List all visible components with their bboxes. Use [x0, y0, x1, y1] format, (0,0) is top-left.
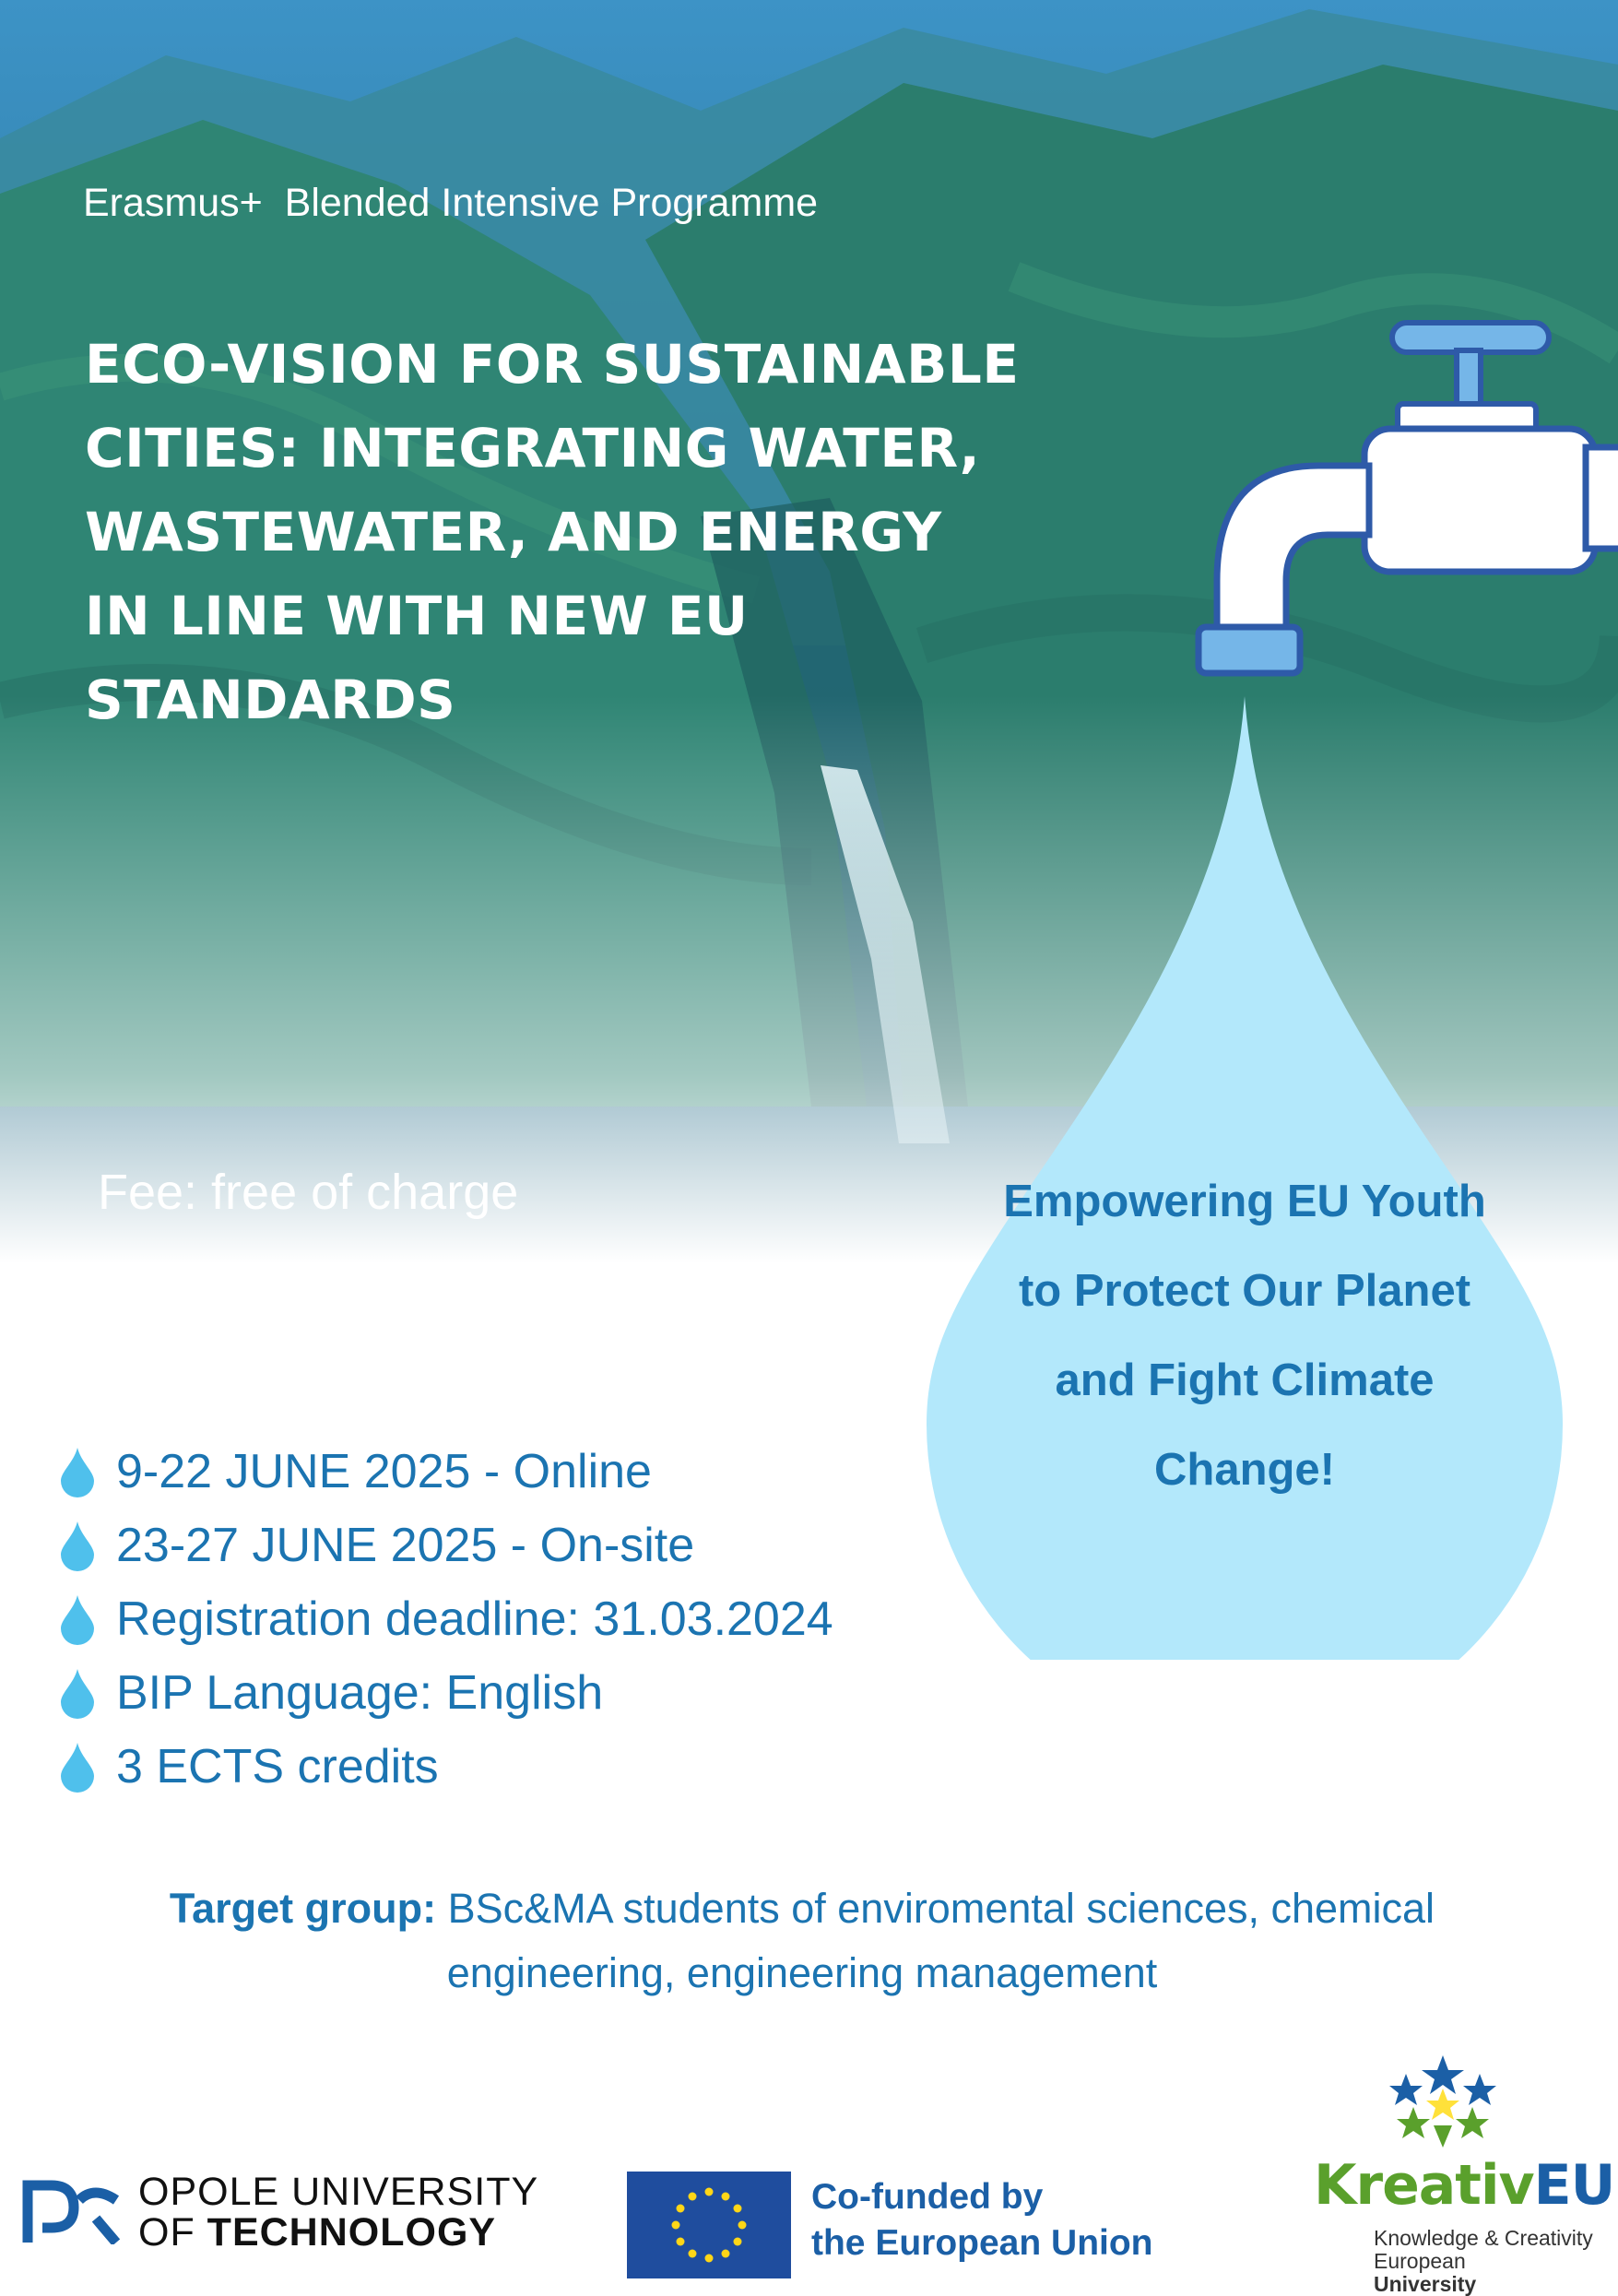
- opole-name-line2-prefix: OF: [138, 2210, 207, 2255]
- kreativeu-tagline: [1374, 2227, 1593, 2296]
- eu-line2: the European Union: [811, 2223, 1153, 2263]
- bullet-drop-icon: [57, 1446, 98, 1497]
- eu-cofunded-text: [811, 2174, 1153, 2266]
- faucet-icon: [1189, 314, 1618, 692]
- opole-university-name: [138, 2172, 538, 2253]
- detail-text: BIP Language: English: [116, 1666, 604, 1720]
- detail-item: [57, 1730, 833, 1804]
- detail-text: 9-22 JUNE 2025 - Online: [116, 1445, 652, 1498]
- bullet-drop-icon: [57, 1667, 98, 1719]
- detail-item: [57, 1435, 833, 1509]
- drop-message-line: Change!: [1154, 1445, 1335, 1495]
- bullet-drop-icon: [57, 1520, 98, 1571]
- programme-label: Erasmus+ Blended Intensive Programme: [83, 181, 819, 225]
- detail-item: [57, 1509, 833, 1582]
- fee-info: Fee: free of charge: [98, 1165, 519, 1220]
- opole-logo-icon: [20, 2178, 124, 2244]
- programme-title: [85, 323, 1117, 742]
- detail-item: [57, 1582, 833, 1656]
- target-group-text: BSc&MA students of enviromental sciences, chemical engineering, engineering management: [436, 1885, 1435, 1996]
- kreativeu-tag-line1: Knowledge & Creativity: [1374, 2226, 1593, 2250]
- bullet-drop-icon: [57, 1593, 98, 1645]
- target-group: [83, 1876, 1521, 2006]
- detail-text: 23-27 JUNE 2025 - On-site: [116, 1519, 695, 1572]
- drop-message: [954, 1157, 1535, 1515]
- detail-text: 3 ECTS credits: [116, 1740, 439, 1793]
- kreativeu-tag-line2-strong: University: [1374, 2272, 1477, 2296]
- title-line: STANDARDS: [85, 669, 456, 731]
- detail-item: [57, 1656, 833, 1730]
- opole-name-line1: OPOLE UNIVERSITY: [138, 2170, 539, 2214]
- eu-flag-icon: [627, 2172, 791, 2278]
- kreativeu-tag-line2: [1374, 2250, 1593, 2296]
- kreativeu-tag-line2-prefix: European: [1374, 2249, 1466, 2273]
- title-line: IN LINE WITH NEW EU: [85, 585, 749, 647]
- drop-message-line: to Protect Our Planet: [1018, 1266, 1471, 1316]
- kreativeu-name: [1314, 2153, 1614, 2218]
- opole-name-line2-strong: TECHNOLOGY: [207, 2210, 497, 2255]
- kreativeu-name-blue: EU: [1533, 2153, 1615, 2218]
- title-line: CITIES: INTEGRATING WATER,: [85, 417, 981, 479]
- drop-message-line: Empowering EU Youth: [1003, 1177, 1486, 1226]
- details-list: [57, 1435, 833, 1804]
- drop-message-line: and Fight Climate: [1055, 1355, 1435, 1405]
- kreativeu-name-green: Kreativ: [1314, 2153, 1534, 2218]
- bullet-drop-icon: [57, 1741, 98, 1793]
- title-line: ECO-VISION FOR SUSTAINABLE: [85, 333, 1020, 396]
- target-group-label: Target group:: [169, 1885, 437, 1932]
- eu-line1: Co-funded by: [811, 2177, 1044, 2217]
- title-line: WASTEWATER, AND ENERGY: [85, 501, 942, 563]
- opole-name-line2: [138, 2212, 538, 2253]
- detail-text: Registration deadline: 31.03.2024: [116, 1592, 833, 1646]
- kreativeu-stars-icon: [1378, 2052, 1507, 2153]
